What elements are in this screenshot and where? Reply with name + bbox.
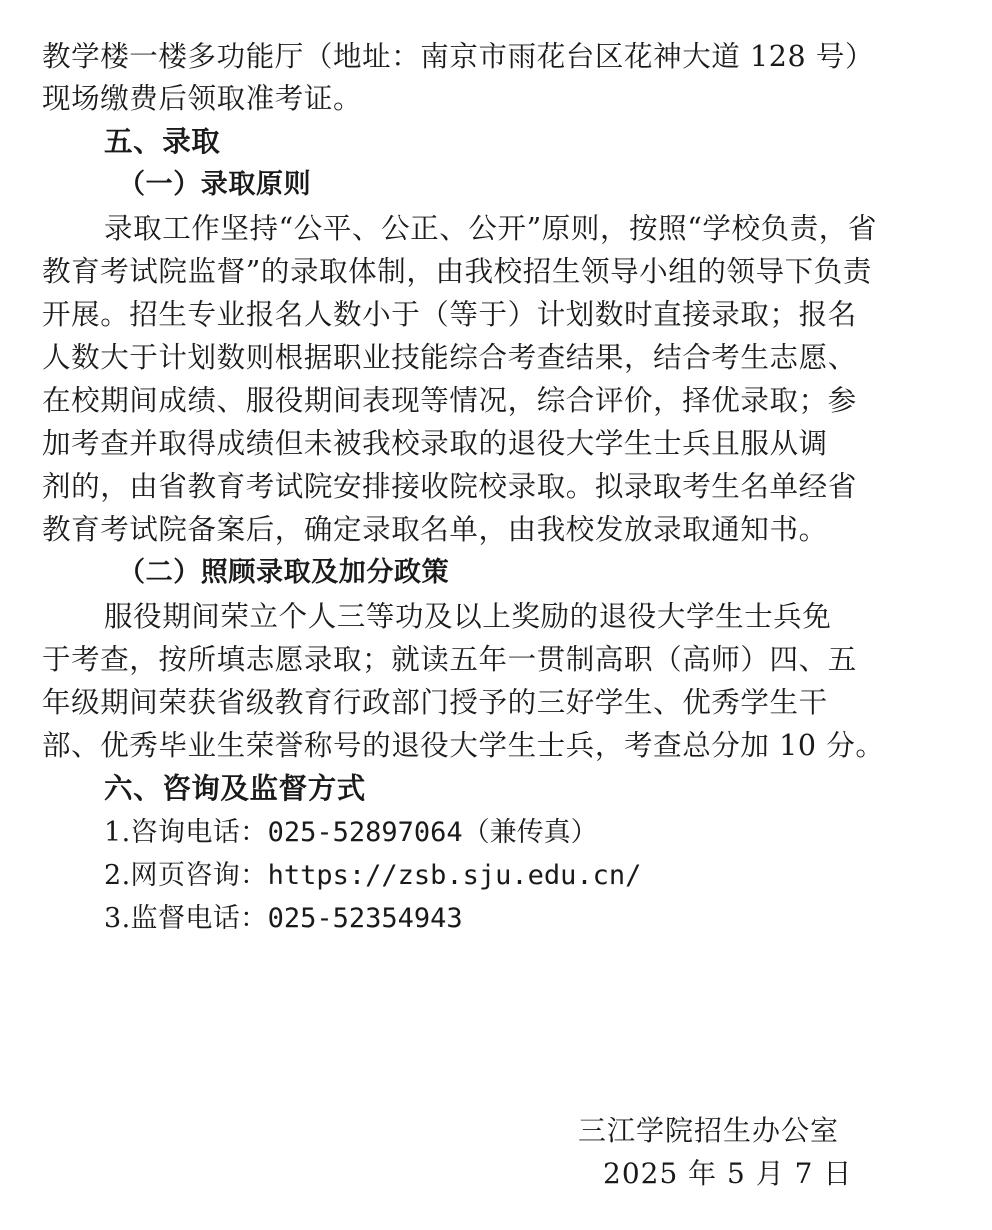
paragraph-line: 服役期间荣立个人三等功及以上奖励的退役大学生士兵免 bbox=[104, 600, 832, 633]
contact-website-link[interactable]: https://zsb.sju.edu.cn/ bbox=[267, 860, 642, 891]
signature-office: 三江学院招生办公室 bbox=[578, 1114, 840, 1147]
intro-line-1: 教学楼一楼多功能厅（地址：南京市雨花台区花神大道 128 号） bbox=[42, 40, 875, 73]
paragraph-line: 年级期间荣获省级教育行政部门授予的三好学生、优秀学生干 bbox=[42, 686, 828, 719]
contact-website bbox=[104, 855, 984, 897]
intro-line-2: 现场缴费后领取准考证。 bbox=[42, 82, 363, 115]
contact-phone-label: 1.咨询电话： bbox=[104, 817, 268, 848]
subsection-title-bonus-policy: （二）照顾录取及加分政策 bbox=[118, 557, 450, 588]
paragraph-line: 教育考试院备案后，确定录取名单，由我校发放录取通知书。 bbox=[42, 513, 828, 546]
contact-phone bbox=[104, 812, 984, 854]
paragraph-line: 于考查，按所填志愿录取；就读五年一贯制高职（高师）四、五 bbox=[42, 643, 857, 676]
contact-phone-value: 025-52897064（兼传真） bbox=[267, 817, 598, 848]
paragraph-line: 剂的，由省教育考试院安排接收院校录取。拟录取考生名单经省 bbox=[42, 470, 857, 503]
paragraph-line: 部、优秀毕业生荣誉称号的退役大学生士兵，考查总分加 10 分。 bbox=[42, 729, 885, 762]
section-title-consultation: 六、咨询及监督方式 bbox=[104, 772, 366, 805]
contact-website-label: 2.网页咨询： bbox=[104, 860, 268, 891]
paragraph-line: 教育考试院监督”的录取体制，由我校招生领导小组的领导下负责 bbox=[42, 255, 872, 288]
contact-supervision-label: 3.监督电话： bbox=[104, 903, 268, 934]
paragraph-line: 开展。招生专业报名人数小于（等于）计划数时直接录取；报名 bbox=[42, 298, 857, 331]
paragraph-line: 在校期间成绩、服役期间表现等情况，综合评价，择优录取；参 bbox=[42, 384, 857, 417]
paragraph-line: 录取工作坚持“公平、公正、公开”原则，按照“学校负责，省 bbox=[104, 212, 878, 245]
contact-supervision-value: 025-52354943 bbox=[267, 903, 463, 934]
paragraph-line: 加考查并取得成绩但未被我校录取的退役大学生士兵且服从调 bbox=[42, 427, 828, 460]
paragraph-line: 人数大于计划数则根据职业技能综合考查结果，结合考生志愿、 bbox=[42, 341, 857, 374]
subsection-title-admission-principles: （一）录取原则 bbox=[118, 169, 312, 200]
signature-date: 2025 年 5 月 7 日 bbox=[603, 1157, 853, 1190]
contact-supervision bbox=[104, 898, 984, 940]
section-title-admission: 五、录取 bbox=[104, 125, 221, 158]
